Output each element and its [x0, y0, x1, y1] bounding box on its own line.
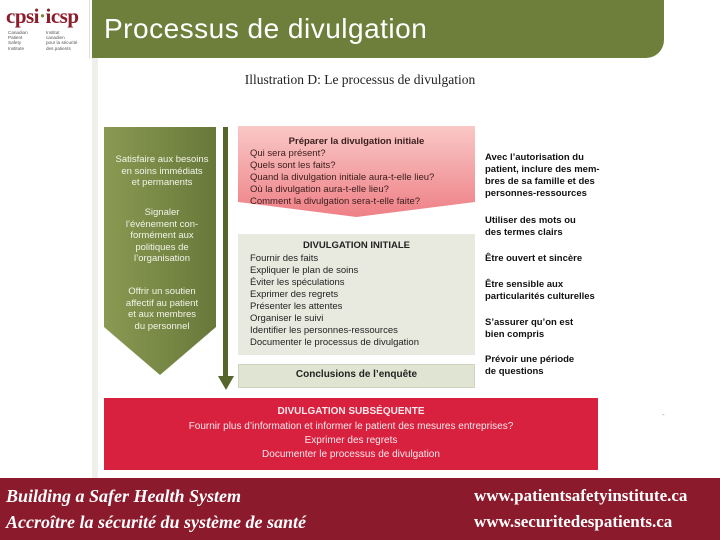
- page-title: Processus de divulgation: [104, 13, 428, 44]
- note-open: Être ouvert et sincère: [485, 253, 583, 264]
- prepare-line: Comment la divulgation sera-t-elle faite?: [250, 196, 421, 207]
- subsequent-title: DIVULGATION SUBSÉQUENTE: [277, 406, 425, 417]
- initial-line: Documenter le processus de divulgation: [250, 337, 419, 348]
- footer-url-fr[interactable]: www.securitedespatients.ca: [474, 512, 673, 531]
- initial-line: Exprimer des regrets: [250, 289, 339, 300]
- prepare-line: Quels sont les faits?: [250, 160, 336, 171]
- logo-wordmark: [6, 4, 79, 29]
- logo-separator: ·: [39, 4, 46, 28]
- initial-disclosure-title: DIVULGATION INITIALE: [303, 240, 410, 251]
- logo-tagline-fr: Institut canadien pour la sécurité des patients: [46, 30, 78, 51]
- timeline-arrowhead-icon: [218, 376, 234, 390]
- note-clear-words: Utiliser des mots ou des termes clairs: [485, 215, 576, 238]
- prepare-title: Préparer la divulgation initiale: [288, 136, 425, 147]
- subsequent-line: Exprimer des regrets: [304, 435, 398, 446]
- logo-en: cpsi: [6, 4, 40, 28]
- left-item-report: Signaler l’événement con- formément aux politiques de l’organisation: [125, 207, 199, 264]
- note-questions: Prévoir une période de questions: [485, 354, 575, 377]
- initial-line: Expliquer le plan de soins: [250, 265, 359, 276]
- stray-mark: -: [662, 410, 665, 419]
- footer: [0, 478, 720, 540]
- prepare-line: Où la divulgation aura-t-elle lieu?: [250, 184, 389, 195]
- note-cultural: Être sensible aux particularités culturelles: [485, 279, 595, 302]
- figure-title: Illustration D: Le processus de divulgation: [244, 72, 476, 87]
- left-item-needs: Satisfaire aux besoins en soins immédiats et permanents: [115, 154, 209, 188]
- initial-line: Présenter les attentes: [250, 301, 343, 312]
- note-understood: S’assurer qu’on est bien compris: [485, 317, 574, 340]
- side-strip: [92, 58, 98, 478]
- initial-line: Identifier les personnes-ressources: [250, 325, 398, 336]
- timeline-line: [223, 127, 228, 377]
- subsequent-line: Documenter le processus de divulgation: [262, 449, 440, 460]
- subsequent-line: Fournir plus d’information et informer le patient des mesures entreprises?: [188, 421, 514, 432]
- initial-line: Éviter les spéculations: [250, 277, 345, 288]
- left-item-support: Offrir un soutien affectif au patient et aux membres du personnel: [125, 286, 199, 332]
- footer-tagline-fr: Accroître la sécurité du système de santé: [6, 512, 306, 532]
- logo-tagline-en: Canadian Patient Safety Institute: [8, 30, 28, 51]
- initial-line: Fournir des faits: [250, 253, 319, 264]
- prepare-line: Quand la divulgation initiale aura-t-elle lieu?: [250, 172, 435, 183]
- prepare-line: Qui sera présent?: [250, 148, 326, 159]
- title-bar: [92, 0, 664, 58]
- logo: [0, 0, 90, 58]
- note-family: Avec l’autorisation du patient, inclure des mem- bres de sa famille et des personnes-ressources: [485, 152, 600, 199]
- conclusions-label: Conclusions de l’enquête: [295, 369, 418, 380]
- initial-line: Organiser le suivi: [250, 313, 324, 324]
- footer-tagline-en: Building a Safer Health System: [6, 486, 242, 506]
- logo-fr: icsp: [45, 4, 79, 28]
- footer-url-en[interactable]: www.patientsafetyinstitute.ca: [474, 486, 688, 505]
